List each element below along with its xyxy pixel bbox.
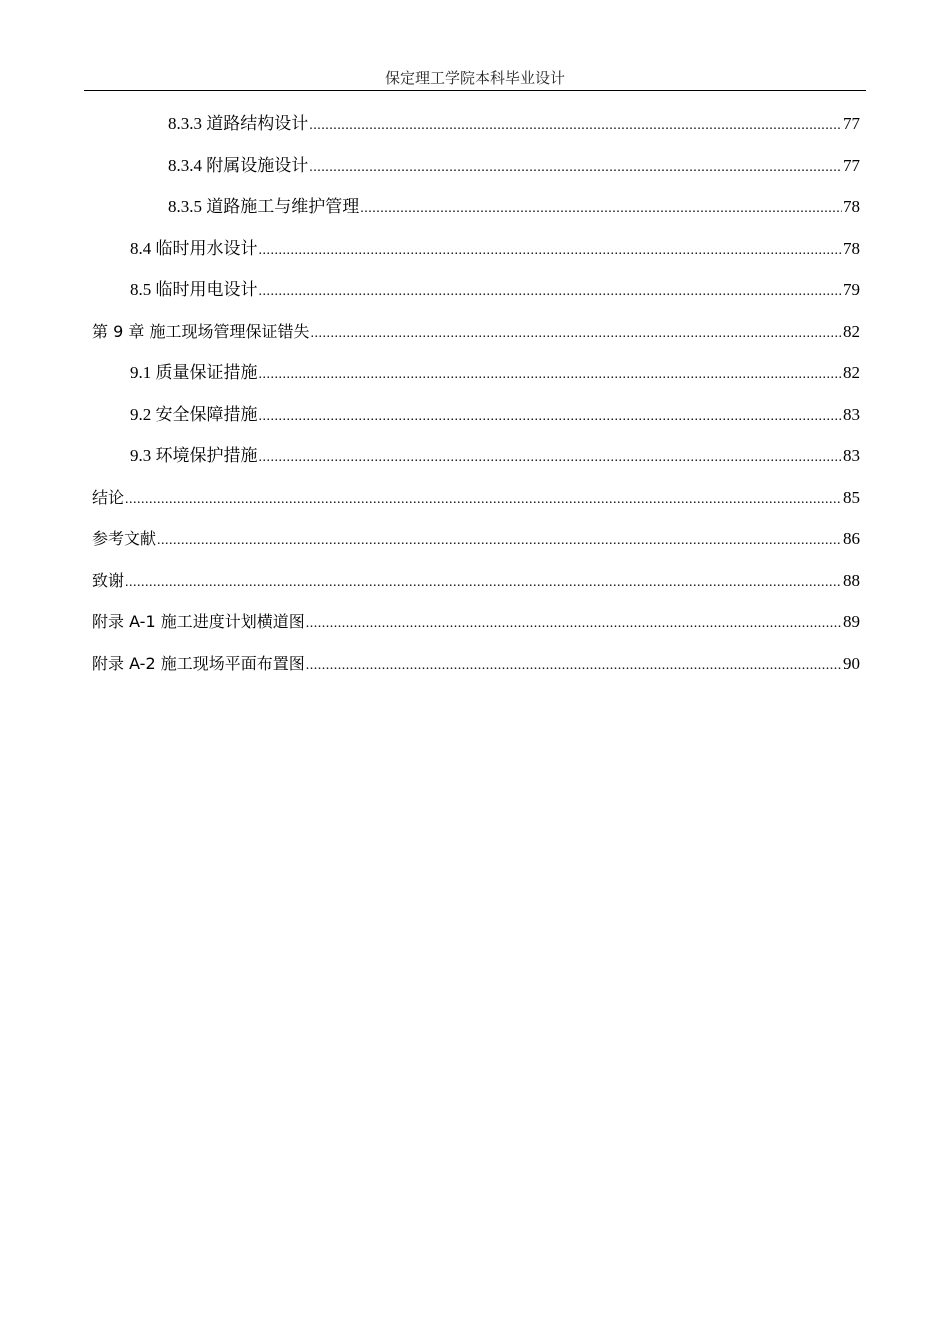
toc-entry-title: 8.4 临时用水设计	[130, 239, 258, 258]
toc-dot-leader	[259, 237, 843, 265]
toc-entry-page: 90	[843, 654, 860, 673]
toc-entry-page: 83	[843, 405, 860, 424]
toc-entry[interactable]	[130, 442, 860, 470]
toc-entry[interactable]	[92, 567, 860, 595]
toc-entry-page: 79	[843, 280, 860, 299]
toc-entry-page: 78	[843, 197, 860, 216]
toc-entry-title: 附录 A-1 施工进度计划横道图	[92, 612, 305, 631]
toc-entry-title: 致谢	[92, 571, 125, 590]
toc-entry-title: 附录 A-2 施工现场平面布置图	[92, 654, 305, 673]
toc-dot-leader	[259, 403, 843, 431]
toc-entry[interactable]	[92, 608, 860, 636]
toc-entry-page: 78	[843, 239, 860, 258]
toc-entry-title: 9.1 质量保证措施	[130, 363, 258, 382]
toc-entry-page: 86	[843, 529, 860, 548]
header-title: 保定理工学院本科毕业设计	[384, 71, 565, 87]
toc-dot-leader	[125, 569, 842, 597]
toc-dot-leader	[310, 320, 842, 348]
toc-entry[interactable]	[130, 235, 860, 263]
toc-entry-page: 88	[843, 571, 860, 590]
toc-dot-leader	[259, 361, 843, 389]
toc-entry-page: 82	[843, 322, 860, 341]
toc-entry-title: 8.3.5 道路施工与维护管理	[168, 197, 360, 216]
toc-entry-title: 第 9 章 施工现场管理保证错失	[92, 322, 310, 341]
toc-dot-leader	[157, 527, 842, 555]
toc-entry-page: 83	[843, 446, 860, 465]
toc-entry-title: 8.3.4 附属设施设计	[168, 156, 309, 175]
toc-entry-title: 结论	[92, 488, 125, 507]
toc-dot-leader	[125, 486, 842, 514]
toc-entry-title: 9.2 安全保障措施	[130, 405, 258, 424]
toc-dot-leader	[259, 278, 843, 306]
toc-dot-leader	[309, 154, 842, 182]
toc-entry-page: 85	[843, 488, 860, 507]
toc-entry-page: 77	[843, 156, 860, 175]
toc-entry[interactable]	[168, 152, 860, 180]
toc-entry[interactable]	[130, 359, 860, 387]
toc-entry-page: 77	[843, 114, 860, 133]
toc-entry[interactable]	[92, 318, 860, 346]
toc-entry[interactable]	[92, 525, 860, 553]
toc-entry[interactable]	[130, 276, 860, 304]
toc-entry[interactable]	[168, 110, 860, 138]
toc-entry[interactable]	[168, 193, 860, 221]
toc-entry[interactable]	[92, 650, 860, 678]
toc-entry-page: 82	[843, 363, 860, 382]
toc-dot-leader	[259, 444, 843, 472]
toc-dot-leader	[306, 610, 842, 638]
toc-entry-title: 参考文献	[92, 529, 157, 548]
toc-entry[interactable]	[92, 484, 860, 512]
page-header	[84, 68, 866, 91]
toc-entry-title: 8.5 临时用电设计	[130, 280, 258, 299]
toc-entry-title: 8.3.3 道路结构设计	[168, 114, 309, 133]
toc-entry-title: 9.3 环境保护措施	[130, 446, 258, 465]
toc-entry-page: 89	[843, 612, 860, 631]
toc-entry[interactable]	[130, 401, 860, 429]
toc-dot-leader	[309, 112, 842, 140]
toc-dot-leader	[360, 195, 842, 223]
toc-dot-leader	[306, 652, 842, 680]
